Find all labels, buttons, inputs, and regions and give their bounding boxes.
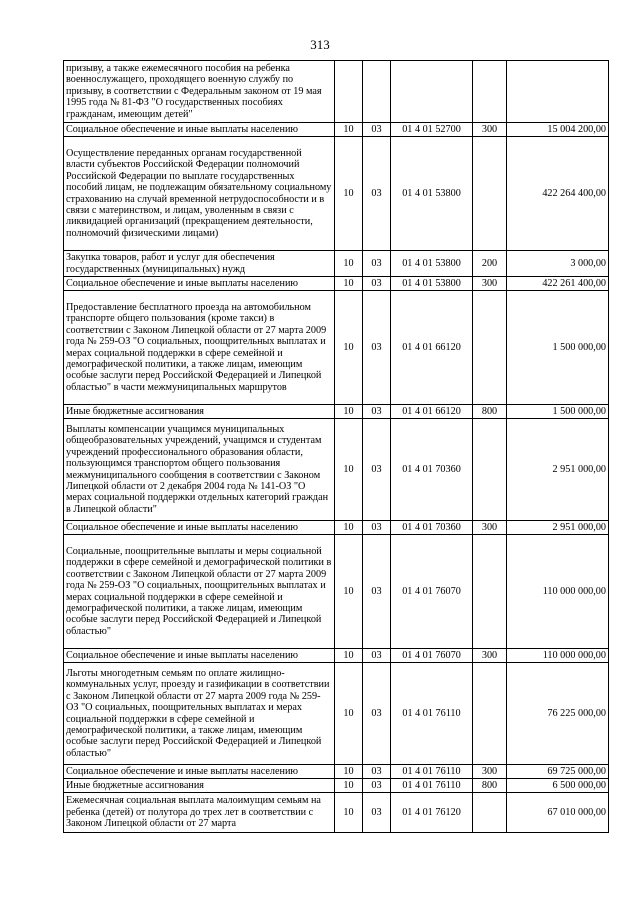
row-amount: 6 500 000,00: [507, 779, 609, 793]
row-subsection: 03: [363, 535, 391, 649]
row-amount: [507, 61, 609, 123]
row-name: Социальное обеспечение и иные выплаты населению: [64, 521, 335, 535]
row-expense-kind: 200: [473, 251, 507, 277]
row-amount: 69 725 000,00: [507, 765, 609, 779]
row-section: 10: [335, 277, 363, 291]
row-target-article: 01 4 01 53800: [391, 251, 473, 277]
row-subsection: 03: [363, 277, 391, 291]
row-section: 10: [335, 251, 363, 277]
table-row: [64, 649, 609, 663]
row-target-article: 01 4 01 76070: [391, 649, 473, 663]
table-row: [64, 779, 609, 793]
row-name: Социальное обеспечение и иные выплаты населению: [64, 649, 335, 663]
row-subsection: 03: [363, 405, 391, 419]
row-target-article: 01 4 01 66120: [391, 291, 473, 405]
row-subsection: 03: [363, 521, 391, 535]
table-row: [64, 793, 609, 833]
table-row: [64, 765, 609, 779]
row-expense-kind: [473, 663, 507, 765]
row-name: Социальное обеспечение и иные выплаты населению: [64, 765, 335, 779]
row-expense-kind: [473, 61, 507, 123]
row-name: Социальное обеспечение и иные выплаты населению: [64, 123, 335, 137]
row-section: 10: [335, 649, 363, 663]
table-row: [64, 663, 609, 765]
row-target-article: 01 4 01 76110: [391, 663, 473, 765]
row-subsection: 03: [363, 649, 391, 663]
row-expense-kind: [473, 137, 507, 251]
row-expense-kind: [473, 793, 507, 833]
row-target-article: 01 4 01 53800: [391, 137, 473, 251]
table-row: [64, 521, 609, 535]
row-amount: 110 000 000,00: [507, 535, 609, 649]
row-expense-kind: 300: [473, 649, 507, 663]
row-section: 10: [335, 419, 363, 521]
row-amount: 2 951 000,00: [507, 419, 609, 521]
row-subsection: 03: [363, 779, 391, 793]
row-subsection: 03: [363, 291, 391, 405]
row-section: 10: [335, 123, 363, 137]
table-row: [64, 405, 609, 419]
row-target-article: 01 4 01 52700: [391, 123, 473, 137]
row-name: Выплаты компенсации учащимся муниципальных общеобразовательных учреждений, учащимся и студентам учреждений профессионального образования области, пользующимся транспортом общего пользования межмуниципального сообщения в соответствии с Законом Липецкой области от 2 декабря 2004 года № 141-ОЗ "О мерах социальной поддержки отдельных категорий граждан в Липецкой области": [64, 419, 335, 521]
row-expense-kind: 800: [473, 405, 507, 419]
row-expense-kind: 300: [473, 277, 507, 291]
row-amount: 422 264 400,00: [507, 137, 609, 251]
row-section: 10: [335, 779, 363, 793]
row-expense-kind: 800: [473, 779, 507, 793]
table-row: [64, 251, 609, 277]
row-section: 10: [335, 535, 363, 649]
row-target-article: 01 4 01 76110: [391, 765, 473, 779]
row-section: 10: [335, 291, 363, 405]
row-amount: 15 004 200,00: [507, 123, 609, 137]
table-row: [64, 123, 609, 137]
row-amount: 2 951 000,00: [507, 521, 609, 535]
row-name: Социальные, поощрительные выплаты и меры социальной поддержки в сфере семейной и демографической политики в соответствии с Законом Липецкой области от 27 марта 2009 года № 259-ОЗ "О социальных, поощрительных выплатах и мерах социальной поддержки в сфере семейной и демографической политики, а также лицам, имеющим особые заслуги перед Российской Федерацией и Липецкой областью": [64, 535, 335, 649]
row-expense-kind: [473, 291, 507, 405]
row-name: Льготы многодетным семьям по оплате жилищно-коммунальных услуг, проезду и газификации в соответствии с Законом Липецкой области от 27 марта 2009 года № 259-ОЗ "О социальных, поощрительных выплатах и мерах социальной поддержки в сфере семейной и демографической политики, а также лицам, имеющим особые заслуги перед Российской Федерацией и Липецкой областью": [64, 663, 335, 765]
row-name: Иные бюджетные ассигнования: [64, 405, 335, 419]
row-expense-kind: 300: [473, 521, 507, 535]
row-subsection: 03: [363, 663, 391, 765]
row-subsection: [363, 61, 391, 123]
row-subsection: 03: [363, 793, 391, 833]
row-subsection: 03: [363, 419, 391, 521]
table-row: [64, 419, 609, 521]
row-section: 10: [335, 521, 363, 535]
row-amount: 422 261 400,00: [507, 277, 609, 291]
row-subsection: 03: [363, 123, 391, 137]
row-target-article: 01 4 01 66120: [391, 405, 473, 419]
row-name: Закупка товаров, работ и услуг для обеспечения государственных (муниципальных) нужд: [64, 251, 335, 277]
row-name: Социальное обеспечение и иные выплаты населению: [64, 277, 335, 291]
row-amount: 3 000,00: [507, 251, 609, 277]
row-target-article: 01 4 01 70360: [391, 419, 473, 521]
row-name: Предоставление бесплатного проезда на автомобильном транспорте общего пользования (кроме такси) в соответствии с Законом Липецкой области от 27 марта 2009 года № 259-ОЗ "О социальных, поощрительных выплатах и мерах социальной поддержки в сфере семейной и демографической политики, а также лицам, имеющим особые заслуги перед Российской Федерацией и Липецкой областью" в части межмуниципальных маршрутов: [64, 291, 335, 405]
row-section: [335, 61, 363, 123]
row-target-article: 01 4 01 76120: [391, 793, 473, 833]
row-subsection: 03: [363, 251, 391, 277]
row-amount: 1 500 000,00: [507, 405, 609, 419]
row-subsection: 03: [363, 137, 391, 251]
row-section: 10: [335, 137, 363, 251]
row-expense-kind: 300: [473, 123, 507, 137]
table-row: [64, 61, 609, 123]
row-amount: 67 010 000,00: [507, 793, 609, 833]
row-expense-kind: [473, 535, 507, 649]
row-target-article: 01 4 01 76070: [391, 535, 473, 649]
table-row: [64, 291, 609, 405]
row-target-article: 01 4 01 53800: [391, 277, 473, 291]
row-section: 10: [335, 405, 363, 419]
row-subsection: 03: [363, 765, 391, 779]
row-target-article: [391, 61, 473, 123]
table-row: [64, 535, 609, 649]
table-row: [64, 137, 609, 251]
row-section: 10: [335, 663, 363, 765]
row-target-article: 01 4 01 70360: [391, 521, 473, 535]
row-amount: 76 225 000,00: [507, 663, 609, 765]
row-name: Осуществление переданных органам государственной власти субъектов Российской Федерации полномочий Российской Федерации по выплате государственных пособий лицам, не подлежащим обязательному социальному страхованию на случай временной нетрудоспособности и в связи с материнством, и лицам, уволенным в связи с ликвидацией организаций (прекращением деятельности, полномочий физическими лицами): [64, 137, 335, 251]
page-number: 313: [310, 37, 330, 52]
row-amount: 1 500 000,00: [507, 291, 609, 405]
budget-table: [63, 60, 609, 833]
row-amount: 110 000 000,00: [507, 649, 609, 663]
row-expense-kind: 300: [473, 765, 507, 779]
row-section: 10: [335, 793, 363, 833]
row-name: Ежемесячная социальная выплата малоимущим семьям на ребенка (детей) от полутора до трех лет в соответствии с Законом Липецкой области от 27 марта: [64, 793, 335, 833]
table-row: [64, 277, 609, 291]
row-name: призыву, а также ежемесячного пособия на ребенка военнослужащего, проходящего военную службу по призыву, в соответствии с Федеральным законом от 19 мая 1995 года № 81-ФЗ "О государственных пособиях гражданам, имеющим детей": [64, 61, 335, 123]
row-name: Иные бюджетные ассигнования: [64, 779, 335, 793]
row-target-article: 01 4 01 76110: [391, 779, 473, 793]
row-expense-kind: [473, 419, 507, 521]
row-section: 10: [335, 765, 363, 779]
